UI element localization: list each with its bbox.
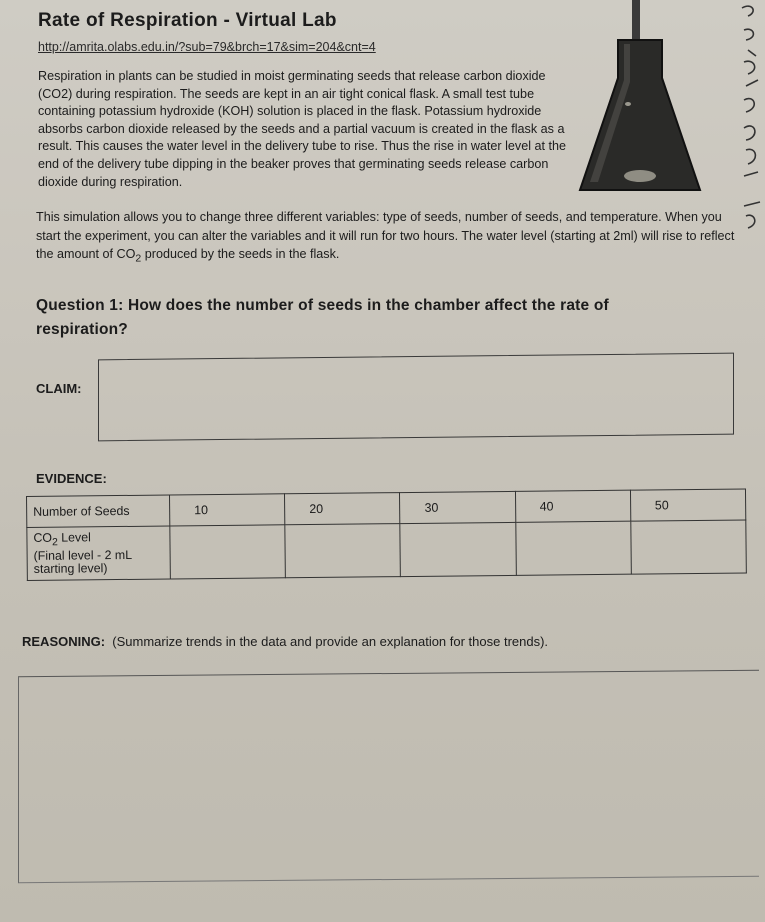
claim-label: CLAIM:: [36, 381, 82, 396]
seed-count-cell: 20: [285, 493, 401, 525]
question-1: Question 1: How does the number of seeds in the chamber affect the rate of respiration?: [36, 297, 609, 338]
co2-value-cell[interactable]: [285, 524, 401, 578]
reasoning-instruction: (Summarize trends in the data and provide an explanation for those trends).: [112, 634, 549, 649]
co2-header-note: (Final level - 2 mL: [33, 547, 133, 563]
evidence-label: EVIDENCE:: [36, 471, 107, 486]
reasoning-answer-box[interactable]: [18, 670, 759, 883]
seeds: [624, 170, 656, 182]
conical-flask-illustration: [560, 0, 720, 200]
simulation-subscript: 2: [135, 252, 142, 265]
co2-value-cell[interactable]: [515, 521, 631, 575]
simulation-text-end: produced by the seeds in the flask.: [141, 247, 340, 261]
claim-answer-box[interactable]: [98, 353, 734, 442]
margin-scribble-top: [742, 6, 758, 112]
seed-count-cell: 10: [169, 494, 285, 526]
reasoning-label: REASONING:: [22, 634, 106, 649]
co2-header-level: Level: [57, 530, 91, 545]
co2-value-cell[interactable]: [631, 520, 747, 574]
simulation-text: This simulation allows you to change three different variables: type of seeds, number of seeds, and temperature. When you start the experiment, you can alter the variables and it will run for two hours. The water level (starting at 2ml) will rise to reflect the amount of CO: [36, 210, 735, 261]
seed-count-cell: 40: [515, 490, 631, 522]
co2-value-cell[interactable]: [170, 525, 286, 579]
co2-header-note-end: starting level): [33, 560, 108, 576]
seed-count-cell: 30: [400, 491, 516, 523]
co2-value-cell[interactable]: [400, 522, 516, 576]
co2-header-text: CO: [33, 530, 53, 546]
page-title: Rate of Respiration - Virtual Lab: [38, 10, 337, 31]
evidence-table: [26, 488, 747, 581]
reasoning-prompt: [22, 634, 548, 649]
seed-count-cell: 50: [630, 489, 746, 521]
lab-url-link[interactable]: http://amrita.olabs.edu.in/?sub=79&brch=17&sim=204&cnt=4: [38, 40, 376, 54]
co2-header-subscript: 2: [52, 537, 58, 549]
flask-reflection: [625, 102, 631, 106]
table-row: [27, 520, 747, 581]
intro-paragraph: Respiration in plants can be studied in moist germinating seeds that release carbon dioxide (CO2) during respiration. The seeds are kept in an air tight conical flask. A small test tube containing potassium hydroxide (KOH) solution is placed in the flask. Potassium hydroxide absorbs carbon dioxide released by the seeds and a partial vacuum is created in the flask as a result. This causes the water level in the delivery tube to rise. Thus the rise in water level at the end of the delivery tube dipping in the beaker proves that germinating seeds release carbon dioxide during respiration.: [38, 69, 567, 189]
handwritten-margin-notes: [738, 0, 765, 260]
margin-scribble-middle: [744, 126, 758, 176]
seed-count-header: Number of Seeds: [27, 495, 170, 527]
co2-level-header: [27, 526, 171, 580]
simulation-paragraph: [36, 208, 736, 268]
margin-scribble-bottom: [744, 202, 760, 228]
